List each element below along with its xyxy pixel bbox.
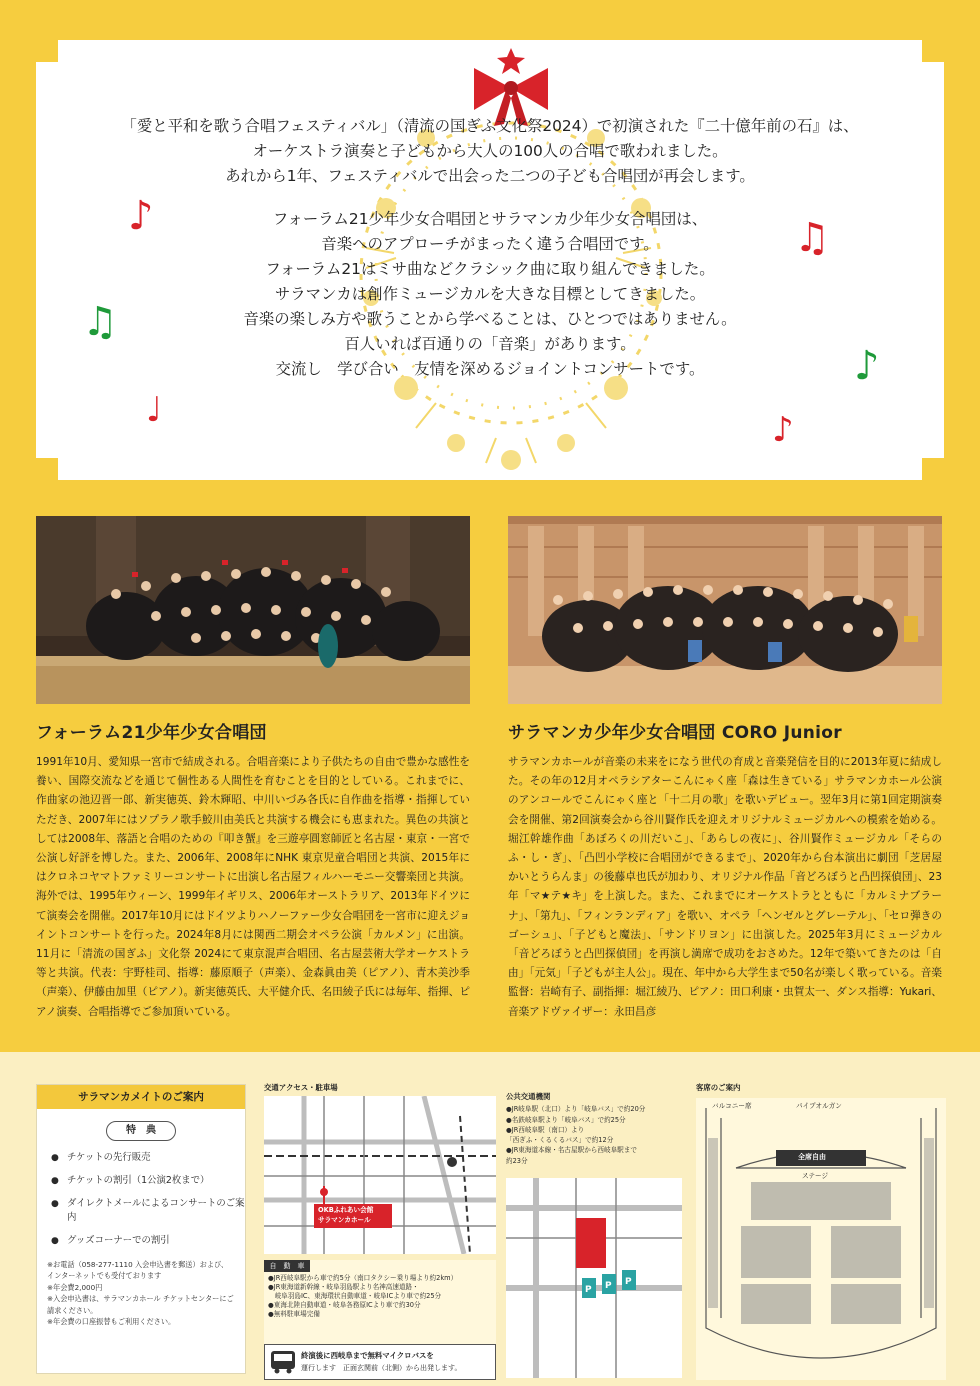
mate-notes <box>37 1257 245 1327</box>
intro-line: フォーラム21少年少女合唱団とサラマンカ少年少女合唱団は、 <box>272 210 708 228</box>
choir-description: サラマンカホールが音楽の未来をになう世代の育成と音楽発信を目的に2013年夏に結成した。その年の12月オペラシアターこんにゃく座「森は生きている」サラマンカホール公演のアンコールでこんにゃく座と「十二月の歌」を歌いデビュー。翌年3月に第1回定期演奏会を開催、第2回演奏会から谷川賢作氏を迎えオリジナルミュージカルへの模索を始める。堀江幹雄作曲「あぼろくの川だいこ」、「あらしの夜に」、谷川賢作ミュージカル「そらのふ・し・ぎ」、「凸凹小学校に合唱団ができるまで」、2020年から台本演出に劇団「芝居屋かいとうらんま」の後藤卓也氏が加わり、オリジナル作品「音どろぼうと凸凹探偵団」、23年「マ★テ★キ」を上演した。また、これまでにオーケストラとともに「カルミナブラーナ」、「第九」、「フィンランディア」を歌い、オペラ「ヘンゼルとグレーテル」、「セロ弾きのゴーシュ」、「子どもと魔法」、「サンドリヨン」に出演した。2025年3月にミュージカル「音どろぼうと凸凹探偵団」を再演し満席で成功をおさめた。12年で築いてきたのは「自由」「元気」「子どもが主人公」。現在、年中から大学生まで50名が楽しく歌っている。音楽監督：岩崎有子、副指揮：堀江綾乃、ピアノ：田口利康・虫賀太一、ダンス指導：Yukari、音楽アドヴァイザー：永田昌彦 <box>508 756 942 1018</box>
corner-notch <box>36 458 58 480</box>
corner-notch <box>922 40 944 62</box>
intro-line: 交流し 学び合い 友情を深めるジョイントコンサートです。 <box>275 360 705 378</box>
balcony-label: バルコニー席 <box>712 1102 752 1110</box>
list-item: ● グッズコーナーでの割引 <box>51 1234 245 1248</box>
intro-line: オーケストラ演奏と子どもから大人の100人の合唱で歌われました。 <box>252 142 728 160</box>
intro-line: 「愛と平和を歌う合唱フェスティバル」（清流の国ぎふ文化祭2024）で初演された『二十億年前の石』は、 <box>121 117 859 135</box>
public-item: ●JR東海道本線・名古屋駅から西岐阜駅まで <box>506 1146 637 1155</box>
list-item: ● ダイレクトメールによるコンサートのご案内 <box>51 1197 245 1225</box>
mate-title: サラマンカメイトのご案内 <box>37 1085 245 1109</box>
hall-location-icon <box>320 1188 328 1196</box>
benefits-list <box>37 1151 245 1248</box>
choir-name: サラマンカ少年少女合唱団 CORO Junior <box>508 723 842 743</box>
intro-line: 音楽へのアプローチがまったく違う合唱団です。 <box>321 235 659 253</box>
note-line: ※お電話（058-277-1110 入会申込書を郵送）および、インターネットでも受付ております <box>47 1260 229 1281</box>
choir-name: フォーラム21少年少女合唱団 <box>36 723 267 743</box>
salamanca-section <box>508 718 942 1022</box>
intro-line: あれから1年、フェスティバルで出会った二つの子ども合唱団が再会します。 <box>225 167 755 185</box>
seat-free-label: 全席自由 <box>798 1153 826 1161</box>
intro-line: 音楽の楽しみ方や歌うことから学べることは、ひとつではありません。 <box>243 310 737 328</box>
seat-title: 客席のご案内 <box>696 1083 741 1092</box>
info-panel <box>0 1052 980 1386</box>
hall-label: サラマンカホール <box>318 1216 371 1224</box>
note-line: ※入会申込書は、サラマンカホール チケットセンターにご請求ください。 <box>47 1294 234 1315</box>
intro-line: フォーラム21はミサ曲などクラシック曲に取り組んできました。 <box>265 260 715 278</box>
salamanca-mate-box <box>36 1084 246 1374</box>
seating-chart[interactable] <box>696 1098 946 1380</box>
public-transport <box>506 1092 696 1166</box>
bus-icon <box>270 1350 296 1374</box>
car-item: 岐阜羽島IC、東海環状自動車道・岐阜ICより車で約25分 <box>268 1292 442 1300</box>
local-map[interactable] <box>506 1178 682 1378</box>
corner-notch <box>922 458 944 480</box>
forum21-section <box>36 718 470 1022</box>
music-note-icon: ♫ <box>82 299 118 345</box>
access-map[interactable] <box>264 1096 496 1254</box>
music-note-icon: ♫ <box>794 215 830 261</box>
list-item: ● チケットの割引（1公演2枚まで） <box>51 1174 245 1188</box>
public-item: 「西ぎふ・くるくるバス」で約12分 <box>506 1136 614 1145</box>
music-note-icon: ♪ <box>128 193 154 239</box>
organ-label: パイプオルガン <box>796 1102 842 1110</box>
bus-note-line: 運行します 正面玄関前（北側）から出発します。 <box>301 1364 462 1372</box>
car-item: ●東海北陸自動車道・岐阜各務原ICより車で約30分 <box>268 1301 421 1309</box>
music-note-icon: ♪ <box>772 410 794 450</box>
public-item: ●JR西岐阜駅（南口）より <box>506 1125 585 1134</box>
choir-description: 1991年10月、愛知県一宮市で結成される。合唱音楽により子供たちの自由で豊かな感性を養い、国際交流などを通じて個性ある人間性を育むことを目的としている。これまでに、作曲家の池辺晋一郎、新実徳英、鈴木輝昭、中川いづみ各氏に自作曲を指導・指揮していただき、2007年にはソプラノ歌手鮫川由美氏と共演する機会にも恵まれた。異色の共演としては2008年、落語と合唱のための『叩き蟹』を三遊亭圓窓師匠と名古屋・東京・一宮で公演し好評を博した。また、2006年、2008年にNHK 東京児童合唱団と共演、2015年にはクロネコヤマトファミリーコンサートに出演し名古屋フィルハーモニー交響楽団と共演。海外では、1995年ウィーン、1999年イギリス、2006年オーストラリア、2013年ドイツにて演奏会を開催。2017年10月にはドイツよりハノーファー少女合唱団を一宮市に迎えジョイントコンサートを行った。2024年8月には関西二期会オペラ公演「カルメン」に出演。11月に「清流の国ぎふ」文化祭 2024にて東京混声合唱団、名古屋芸術大学オーケストラ等と共演。代表：宇野桂司、指導：藤原順子（声楽）、金森眞由美（ピアノ）、青木美沙季（声楽）、伊藤由加里（ピアノ）。新実徳英氏、大平健介氏、名田綾子氏には毎年、指揮、ピアノ演奏、合唱指導でご参加頂いている。 <box>36 756 470 1018</box>
corner-notch <box>36 40 58 62</box>
car-title: 自 動 車 <box>264 1260 310 1272</box>
list-item: ● チケットの先行販売 <box>51 1151 245 1165</box>
map-title: 交通アクセス・駐車場 <box>264 1083 338 1092</box>
public-item: ●JR岐阜駅（北口）より「岐阜バス」で約20分 <box>506 1105 646 1114</box>
star-icon <box>497 48 525 74</box>
intro-line: 百人いれば百通りの「音楽」があります。 <box>344 335 636 353</box>
car-item: ●JR東海道新幹線・岐阜羽島駅より名神高速道路・ <box>268 1283 419 1291</box>
free-bus-box <box>264 1344 496 1380</box>
intro-line: サラマンカは創作ミュージカルを大きな目標としてきました。 <box>274 285 706 303</box>
svg-text:P: P <box>585 1285 592 1295</box>
public-item: ●名鉄岐阜駅より「岐阜バス」で約25分 <box>506 1115 626 1124</box>
stage-label: ステージ <box>802 1172 829 1180</box>
car-item: ●JR西岐阜駅から車で約5分（南口タクシー乗り場より約2km） <box>268 1274 458 1282</box>
benefits-badge: 特 典 <box>106 1121 176 1141</box>
music-note-icon: ♪ <box>854 343 880 389</box>
svg-text:P: P <box>605 1281 612 1291</box>
note-line: ※年会費の口座振替もご利用ください。 <box>47 1317 176 1327</box>
svg-text:P: P <box>625 1277 632 1287</box>
salamanca-choir-photo <box>508 516 942 704</box>
public-title: 公共交通機関 <box>506 1092 551 1101</box>
intro-card <box>36 40 944 480</box>
car-item: ●無料駐車場完備 <box>268 1310 320 1318</box>
note-line: ※年会費2,000円 <box>47 1282 103 1292</box>
hall-label: OKBふれあい会館 <box>318 1206 374 1214</box>
bus-note-line: 終演後に西岐阜まで無料マイクロバスを <box>301 1351 434 1360</box>
public-item: 約23分 <box>506 1156 528 1165</box>
music-note-icon: ♩ <box>146 390 163 430</box>
forum21-choir-photo <box>36 516 470 704</box>
hall-building-icon <box>576 1218 606 1268</box>
